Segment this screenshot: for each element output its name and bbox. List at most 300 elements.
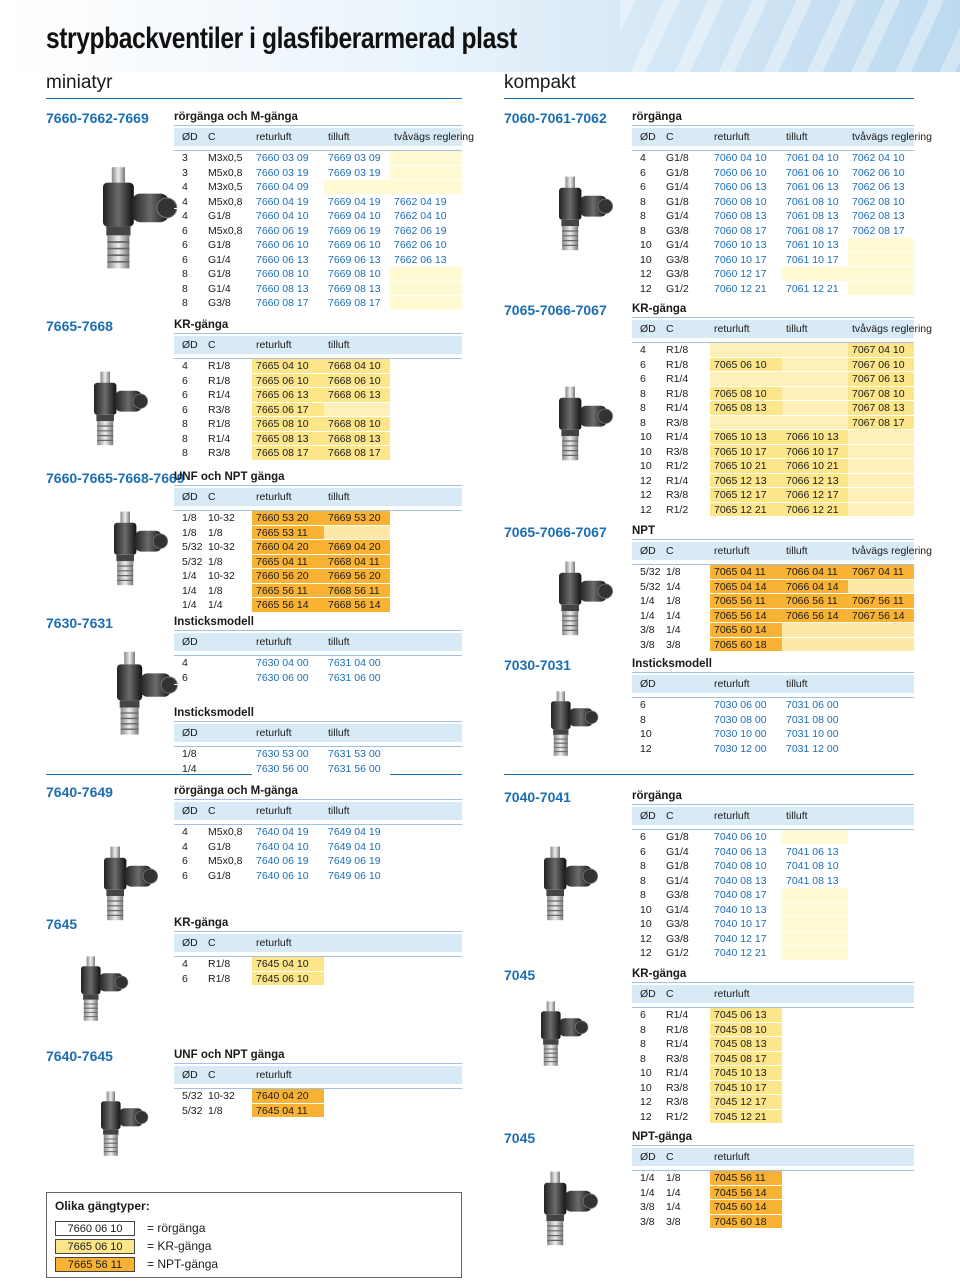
row-cell: G1/8	[208, 268, 231, 280]
row-cell: G1/2	[666, 282, 689, 295]
row-cell: 6	[640, 1009, 646, 1021]
table-row	[632, 1186, 914, 1201]
header-cell: tilluft	[328, 491, 350, 503]
cell-bg	[848, 488, 914, 503]
row-cell: 7649 06 10	[328, 869, 381, 882]
row-cell: 7665 08 17	[256, 447, 309, 459]
row-cell: R1/8	[666, 387, 689, 400]
row-cell: 8	[182, 447, 188, 459]
table-row	[632, 1023, 914, 1038]
row-cell: 7067 08 10	[852, 387, 905, 400]
table-row	[632, 1215, 914, 1230]
table-row	[632, 874, 914, 889]
row-cell: G3/8	[666, 268, 689, 280]
table-row	[174, 180, 462, 195]
row-cell: 7640 06 10	[256, 869, 309, 882]
row-cell: 7640 04 10	[256, 840, 309, 853]
table-row	[632, 267, 914, 282]
header-cell: ØD	[640, 545, 656, 557]
table-header	[174, 1066, 462, 1084]
header-cell: C	[208, 339, 216, 351]
cell-bg	[390, 166, 462, 181]
spec-table	[174, 704, 462, 776]
heading-miniatyr: miniatyr	[46, 72, 113, 93]
table-row	[174, 166, 462, 181]
row-cell: 7040 12 17	[714, 932, 767, 945]
spec-table	[174, 613, 462, 685]
row-cell: 7061 10 13	[786, 239, 839, 251]
row-cell: 7040 08 13	[714, 874, 767, 887]
header-cell: ØD	[640, 131, 656, 143]
table-title: KR-gänga	[632, 965, 914, 983]
table-row	[632, 830, 914, 845]
row-cell: R1/2	[666, 1110, 689, 1123]
cell-bg	[710, 416, 782, 431]
legend-item	[55, 1239, 455, 1255]
row-cell: 7067 08 13	[852, 402, 905, 414]
header-cell: returluft	[714, 131, 750, 143]
row-cell: 7066 10 21	[786, 460, 839, 472]
row-cell: 1/8	[666, 1172, 681, 1184]
table-header	[632, 807, 914, 825]
row-cell: R1/8	[208, 374, 231, 387]
row-cell: 1/4	[208, 599, 223, 611]
header-cell: C	[208, 491, 216, 503]
row-cell: 7640 04 19	[256, 826, 309, 838]
row-cell: 7065 12 13	[714, 474, 767, 487]
row-cell: 8	[640, 1052, 646, 1065]
row-cell: 7065 60 18	[714, 638, 767, 651]
row-cell: G1/4	[666, 874, 689, 887]
product-code: 7040-7041	[504, 789, 571, 805]
row-cell: 7660 03 19	[256, 166, 309, 179]
table-title: rörgänga och M-gänga	[174, 782, 462, 800]
spec-table	[632, 108, 932, 296]
row-cell: R1/4	[666, 402, 689, 414]
row-cell: 10	[640, 445, 652, 458]
table-header	[174, 633, 462, 651]
table-row	[632, 609, 914, 624]
row-cell: 10	[640, 239, 652, 251]
legend-label: = NPT-gänga	[147, 1257, 219, 1271]
header-cell: C	[666, 131, 674, 143]
row-cell: 7045 08 10	[714, 1023, 767, 1036]
row-cell: 7660 03 09	[256, 152, 309, 164]
row-cell: 4	[182, 195, 188, 208]
spec-table	[174, 782, 462, 883]
cell-bg	[848, 253, 914, 268]
cell-bg	[390, 282, 462, 297]
row-cell: 7665 04 11	[256, 555, 308, 568]
table-header	[632, 320, 932, 338]
row-cell: 7630 53 00	[256, 748, 309, 760]
product-code: 7065-7066-7067	[504, 524, 607, 540]
row-cell: 7061 08 10	[786, 195, 839, 208]
table-row	[632, 372, 914, 387]
row-cell: 4	[182, 826, 188, 838]
row-cell: 6	[640, 831, 646, 843]
header-cell: returluft	[714, 678, 750, 690]
table-header	[174, 128, 474, 146]
row-cell: 7631 04 00	[328, 657, 381, 669]
row-cell: R1/4	[666, 1067, 689, 1079]
table-header	[174, 724, 462, 742]
table-row	[174, 388, 462, 403]
row-cell: R3/8	[666, 1081, 689, 1094]
row-cell: M5x0,8	[208, 166, 243, 179]
valve-image	[520, 690, 610, 760]
cell-bg	[324, 526, 390, 541]
row-cell: 10	[640, 903, 652, 916]
cell-bg	[782, 946, 848, 961]
divider-left	[46, 98, 462, 99]
row-cell: 7066 10 13	[786, 431, 839, 443]
table-row	[174, 656, 462, 671]
row-cell: 8	[182, 418, 188, 430]
cell-bg	[848, 623, 914, 638]
header-cell: ØD	[182, 805, 198, 817]
table-row	[632, 209, 914, 224]
row-cell: G3/8	[208, 297, 231, 309]
row-cell: 6	[182, 389, 188, 401]
row-cell: 7045 60 18	[714, 1215, 767, 1228]
row-cell: 1/8	[182, 526, 197, 539]
row-cell: 1/4	[666, 624, 681, 636]
row-cell: 7062 08 10	[852, 195, 905, 208]
table-title: KR-gänga	[632, 300, 914, 318]
row-cell: 7665 53 11	[256, 526, 308, 539]
header-cell: tilluft	[328, 805, 350, 817]
row-cell: 7662 04 19	[394, 195, 447, 208]
header-cell: tilluft	[786, 545, 808, 557]
table-row	[632, 445, 914, 460]
cell-bg	[782, 888, 848, 903]
row-cell: 3/8	[640, 1215, 655, 1228]
row-cell: 7066 12 21	[786, 503, 839, 516]
row-cell: 7067 04 10	[852, 344, 905, 356]
row-cell: 10	[640, 460, 652, 472]
valve-image	[520, 830, 600, 940]
row-cell: 7660 06 13	[256, 253, 309, 266]
row-cell: 7669 03 19	[328, 166, 381, 179]
row-cell: 7669 08 17	[328, 297, 381, 309]
row-cell: 7665 06 13	[256, 389, 309, 401]
cell-bg	[324, 180, 390, 195]
table-row	[632, 459, 914, 474]
row-cell: R1/2	[666, 460, 689, 472]
row-cell: 7065 10 21	[714, 460, 767, 472]
table-row	[174, 446, 462, 461]
row-cell: G1/4	[666, 845, 689, 858]
row-cell: 6	[640, 845, 646, 858]
row-cell: 1/4	[640, 595, 655, 607]
row-cell: 1/4	[666, 1186, 681, 1199]
row-cell: 7067 06 13	[852, 373, 905, 385]
row-cell: 1/4	[640, 1172, 655, 1184]
row-cell: 7030 10 00	[714, 728, 767, 740]
row-cell: 7662 04 10	[394, 210, 447, 222]
row-cell: G1/4	[208, 282, 231, 295]
spec-table	[174, 1046, 462, 1118]
row-cell: 4	[182, 657, 188, 669]
table-row	[632, 166, 914, 181]
header-cell: ØD	[640, 1151, 656, 1163]
cell-bg	[782, 932, 848, 947]
row-cell: 7067 56 11	[852, 595, 904, 607]
header-cell: returluft	[256, 805, 292, 817]
row-cell: 7062 04 10	[852, 152, 905, 164]
row-cell: 7067 08 17	[852, 416, 905, 429]
table-body	[174, 956, 462, 986]
row-cell: 7031 06 00	[786, 699, 839, 711]
row-cell: 10	[640, 1081, 652, 1094]
table-row	[632, 580, 914, 595]
valve-image	[520, 1170, 600, 1250]
row-cell: G1/8	[666, 860, 689, 872]
cell-bg	[848, 474, 914, 489]
row-cell: 7067 06 10	[852, 358, 905, 371]
row-cell: 7065 04 14	[714, 580, 767, 593]
row-cell: 7040 10 13	[714, 903, 767, 916]
header-cell: tvåvägs reglering	[852, 323, 932, 335]
row-cell: 1/8	[208, 555, 223, 568]
row-cell: R3/8	[666, 445, 689, 458]
row-cell: 7031 12 00	[786, 742, 839, 755]
table-row	[632, 224, 914, 239]
row-cell: 7066 04 14	[786, 580, 839, 593]
row-cell: G3/8	[666, 918, 689, 930]
row-cell: 4	[182, 210, 188, 222]
table-row	[632, 180, 914, 195]
row-cell: 7060 10 13	[714, 239, 767, 251]
table-row	[632, 430, 914, 445]
table-row	[632, 1095, 914, 1110]
row-cell: 7045 10 13	[714, 1067, 767, 1079]
row-cell: 7040 08 10	[714, 860, 767, 872]
row-cell: 7045 12 17	[714, 1096, 767, 1108]
cell-bg	[390, 296, 462, 311]
row-cell: 7065 12 21	[714, 503, 767, 516]
row-cell: 7065 10 13	[714, 431, 767, 443]
header-cell: returluft	[714, 810, 750, 822]
row-cell: G1/8	[666, 166, 689, 179]
row-cell: R3/8	[666, 416, 689, 429]
table-row	[632, 195, 914, 210]
table-body	[632, 697, 914, 756]
row-cell: 3/8	[640, 1201, 655, 1213]
spec-table	[632, 965, 914, 1124]
row-cell: R1/8	[208, 418, 231, 430]
legend-label: = KR-gänga	[147, 1239, 212, 1253]
row-cell: 1/4	[640, 609, 655, 622]
row-cell: 7066 56 11	[786, 595, 838, 607]
row-cell: G1/8	[208, 239, 231, 251]
cell-bg	[782, 358, 848, 373]
valve-image	[535, 555, 615, 645]
row-cell: 7660 04 10	[256, 210, 309, 222]
row-cell: 1/8	[666, 566, 681, 578]
table-row	[174, 762, 462, 777]
row-cell: 7061 06 13	[786, 181, 839, 193]
row-cell: 7649 04 10	[328, 840, 381, 853]
table-row	[174, 151, 462, 166]
valve-image	[520, 1000, 590, 1070]
row-cell: 7645 06 10	[256, 972, 309, 985]
row-cell: 1/8	[182, 748, 197, 760]
row-cell: 7061 08 17	[786, 224, 839, 237]
table-header	[632, 128, 932, 146]
table-body	[632, 829, 914, 961]
row-cell: 1/8	[666, 595, 681, 607]
row-cell: 8	[182, 268, 188, 280]
cell-bg	[782, 343, 848, 358]
header-cell: returluft	[256, 339, 292, 351]
row-cell: G1/4	[666, 903, 689, 916]
row-cell: 7060 06 10	[714, 166, 767, 179]
table-row	[174, 1104, 462, 1119]
table-row	[632, 282, 914, 297]
cell-bg	[390, 267, 462, 282]
valve-image	[80, 1080, 150, 1170]
table-row	[174, 209, 462, 224]
table-row	[174, 526, 462, 541]
row-cell: 7045 06 13	[714, 1009, 767, 1021]
row-cell: 6	[640, 358, 646, 371]
table-row	[174, 569, 462, 584]
row-cell: R1/4	[666, 474, 689, 487]
row-cell: 7060 04 10	[714, 152, 767, 164]
row-cell: 12	[640, 474, 652, 487]
spec-table	[174, 108, 474, 311]
table-title: rörgänga och M-gänga	[174, 108, 462, 126]
header-cell: tilluft	[328, 339, 350, 351]
table-row	[174, 671, 462, 686]
row-cell: 4	[182, 958, 188, 970]
row-cell: 7630 06 00	[256, 671, 309, 684]
header-cell: ØD	[182, 339, 198, 351]
row-cell: 7041 06 13	[786, 845, 839, 858]
row-cell: 7066 10 17	[786, 445, 839, 458]
table-row	[174, 598, 462, 613]
row-cell: 7668 08 17	[328, 447, 381, 459]
row-cell: 7041 08 13	[786, 874, 839, 887]
row-cell: R1/4	[208, 432, 231, 445]
row-cell: 7640 06 19	[256, 855, 309, 867]
row-cell: 7062 08 17	[852, 224, 905, 237]
table-row	[174, 869, 462, 884]
legend-item	[55, 1221, 455, 1237]
cell-bg	[782, 623, 848, 638]
valve-image	[60, 950, 130, 1030]
spec-table	[174, 468, 462, 613]
table-row	[174, 825, 462, 840]
table-row	[174, 359, 462, 374]
row-cell: 7066 12 13	[786, 474, 839, 487]
row-cell: 7040 08 17	[714, 889, 767, 901]
table-row	[632, 1037, 914, 1052]
row-cell: 3/8	[640, 624, 655, 636]
row-cell: 7060 06 13	[714, 181, 767, 193]
row-cell: R1/4	[666, 1038, 689, 1050]
cell-bg	[782, 401, 848, 416]
row-cell: 12	[640, 489, 652, 501]
row-cell: 7061 12 21	[786, 282, 839, 295]
table-row	[174, 403, 462, 418]
row-cell: 7065 60 14	[714, 624, 767, 636]
table-row	[174, 555, 462, 570]
row-cell: 7669 53 20	[328, 512, 381, 524]
product-code: 7065-7066-7067	[504, 302, 607, 318]
row-cell: 7061 10 17	[786, 253, 839, 266]
row-cell: G1/8	[208, 840, 231, 853]
valve-image	[70, 150, 180, 290]
row-cell: 3/8	[666, 638, 681, 651]
legend-title: Olika gängtyper:	[55, 1199, 150, 1213]
product-code: 7645	[46, 916, 78, 932]
row-cell: 12	[640, 282, 652, 295]
table-row	[632, 1052, 914, 1067]
row-cell: 7660 08 13	[256, 282, 309, 295]
table-row	[632, 416, 914, 431]
row-cell: 7660 06 19	[256, 224, 309, 237]
spec-table	[174, 316, 462, 461]
header-cell: returluft	[714, 323, 750, 335]
table-row	[632, 1171, 914, 1186]
row-cell: 7669 08 10	[328, 268, 381, 280]
row-cell: 1/8	[208, 584, 223, 597]
row-cell: 12	[640, 742, 652, 755]
row-cell: 10	[640, 918, 652, 930]
row-cell: 12	[640, 1110, 652, 1123]
table-body	[174, 655, 462, 685]
row-cell: 7061 04 10	[786, 152, 839, 164]
row-cell: 7662 06 19	[394, 224, 447, 237]
table-header	[174, 802, 462, 820]
row-cell: G1/4	[666, 181, 689, 193]
table-row	[632, 1110, 914, 1125]
row-cell: R1/8	[666, 1023, 689, 1036]
row-cell: R1/8	[208, 360, 231, 372]
row-cell: 7066 04 11	[786, 566, 838, 578]
row-cell: R1/4	[666, 431, 689, 443]
cell-bg	[390, 180, 462, 195]
row-cell: 7060 12 17	[714, 268, 767, 280]
table-row	[632, 387, 914, 402]
heading-kompakt: kompakt	[504, 72, 576, 93]
row-cell: 7668 56 11	[328, 584, 380, 597]
cell-bg	[782, 638, 848, 653]
cell-bg	[848, 580, 914, 595]
row-cell: 7631 06 00	[328, 671, 381, 684]
row-cell: M3x0,5	[208, 181, 243, 193]
row-cell: 5/32	[182, 1104, 203, 1117]
table-header	[632, 542, 932, 560]
row-cell: G1/8	[666, 831, 689, 843]
row-cell: 7665 06 17	[256, 403, 309, 416]
row-cell: 7640 04 20	[256, 1090, 309, 1102]
row-cell: G1/8	[208, 210, 231, 222]
row-cell: G1/8	[208, 869, 231, 882]
row-cell: 7660 56 20	[256, 570, 309, 582]
row-cell: 10-32	[208, 541, 235, 553]
row-cell: R1/4	[666, 373, 689, 385]
row-cell: 4	[182, 181, 188, 193]
row-cell: 8	[640, 874, 646, 887]
row-cell: 8	[182, 297, 188, 309]
table-row	[174, 972, 462, 987]
row-cell: G3/8	[666, 889, 689, 901]
table-body	[174, 358, 462, 461]
